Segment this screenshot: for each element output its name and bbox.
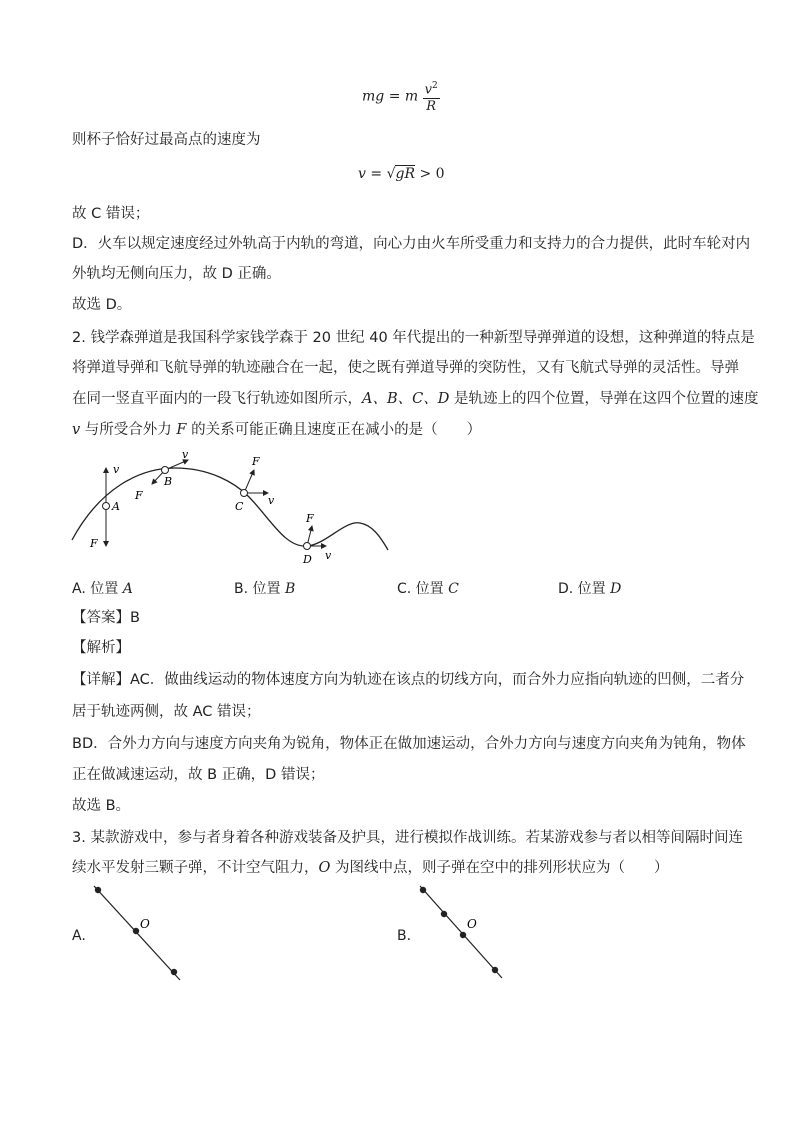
c-label-v: v [268, 494, 275, 507]
point-b [134, 448, 189, 502]
q2-line1: 2. 钱学森弹道是我国科学家钱学森于 20 世纪 40 年代提出的一种新型导弹弹道的设想，这种弹道的特点是 [72, 330, 755, 346]
q2-l3a: 在同一竖直平面内的一段飞行轨迹如图所示， [72, 391, 362, 407]
fraction-numerator [423, 78, 440, 99]
detail-line1: 【详解】AC．做曲线运动的物体速度方向为轨迹在该点的切线方向，而合外力应指向轨迹的凹侧，二者分 [72, 672, 745, 688]
q3-line1: 3. 某款游戏中，参与者身着各种游戏装备及护具，进行模拟作战训练。若某游戏参与者以相等间隔时间连 [72, 830, 743, 846]
text-c-wrong: 故 C 错误； [72, 206, 150, 222]
d-label-v: v [325, 549, 332, 562]
text-d-line2: 外轨均无侧向压力，故 D 正确。 [72, 266, 281, 282]
answer-tag: 【答案】B [72, 610, 140, 626]
analysis-tag: 【解析】 [72, 640, 130, 656]
b-label-f: F [135, 489, 143, 502]
label-d: D [303, 553, 312, 566]
text-choose-d: 故选 D。 [72, 297, 132, 313]
detail-line3: BD．合外力方向与速度方向夹角为锐角，物体正在做加速运动，合外力方向与速度方向夹角为钝角，物体 [72, 736, 746, 752]
q3a-label-o: O [140, 917, 150, 931]
formula-eq: = [388, 88, 401, 105]
q3a-bullet-1 [95, 887, 101, 893]
q2-option-c-label: C. 位置 [397, 581, 449, 597]
q2-line2: 将弹道导弹和飞航导弹的轨迹融合在一起，使之既有弹道导弹的突防性，又有飞航式导弹的灵活性。导弹 [72, 360, 739, 376]
point-a [89, 463, 120, 550]
fraction-denominator: R [426, 99, 437, 115]
q2-l4c: F [176, 422, 187, 438]
q3-line2 [72, 858, 724, 878]
sqrt-body: gR [395, 166, 415, 182]
q2-option-a-pos: A [122, 581, 133, 597]
q3a-bullet-2 [133, 928, 139, 934]
label-b: B [164, 475, 173, 488]
q3-option-b-figure [414, 882, 514, 982]
num-v: v [424, 82, 432, 98]
detail-line2: 居于轨迹两侧，故 AC 错误； [72, 704, 261, 720]
q2-line4 [72, 420, 724, 440]
detail-line4: 正在做减速运动，故 B 正确，D 错误； [72, 767, 325, 783]
q2-option-b-label: B. 位置 [234, 581, 285, 597]
text-cup-speed: 则杯子恰好过最高点的速度为 [72, 132, 261, 148]
q3-l2b: O [318, 860, 331, 876]
formula-m: m [404, 88, 419, 105]
q3b-line [420, 886, 502, 978]
label-a: A [112, 500, 120, 513]
q3b-label-o: O [467, 917, 477, 931]
q2-l4d: 的关系可能正确且速度正在减小的是（ ） [186, 422, 482, 438]
q2-option-d-label: D. 位置 [558, 581, 611, 597]
q2-option-b-pos: B [284, 581, 296, 597]
q3b-bullet-2 [441, 911, 447, 917]
q3-option-b-label[interactable]: B. [397, 928, 412, 944]
a-label-v: v [113, 463, 120, 476]
label-c: C [235, 500, 244, 513]
formula-fraction [423, 78, 440, 115]
text-d-line1: D．火车以规定速度经过外轨高于内轨的弯道，向心力由火车所受重力和支持力的合力提供，此时车轮对内 [72, 236, 751, 252]
a-dot [103, 503, 110, 510]
formula-speed [358, 166, 445, 182]
q2-option-c[interactable] [397, 578, 459, 598]
formula-centripetal [362, 78, 440, 115]
a-label-f: F [90, 537, 98, 550]
q2-l4b: 与所受合外力 [80, 422, 177, 438]
q3-l2a: 续水平发射三颗子弹，不计空气阻力， [72, 860, 319, 876]
q3b-bullet-4 [492, 967, 498, 973]
sqrt-sign: √ [386, 166, 396, 182]
q2-l3c: 是轨迹上的四个位置，导弹在这四个位置的速度 [449, 391, 759, 407]
c-dot [241, 490, 248, 497]
q2-option-b[interactable] [234, 578, 295, 598]
formula-lhs: mg [362, 88, 385, 105]
trajectory-figure [60, 448, 400, 573]
q2-option-d-pos: D [610, 581, 622, 597]
q2-option-c-pos: C [448, 581, 459, 597]
b-label-v: v [182, 448, 189, 461]
d-label-f: F [306, 512, 314, 525]
formula2-eq: = [370, 166, 383, 182]
q3a-bullet-3 [171, 969, 177, 975]
q2-line3 [72, 389, 759, 409]
q3-option-a-figure [88, 882, 188, 982]
num-sup: 2 [431, 81, 438, 91]
text-choose-b: 故选 B。 [72, 798, 131, 814]
formula2-v: v [358, 166, 366, 182]
c-label-f: F [252, 455, 260, 468]
q3-l2c: 为图线中点，则子弹在空中的排列形状应为（ ） [330, 860, 669, 876]
q2-option-a-label: A. 位置 [72, 581, 123, 597]
q2-l3b: A、B、C、D [362, 391, 450, 407]
b-dot [162, 467, 169, 474]
formula2-rest: > 0 [419, 166, 445, 182]
q3b-bullet-3 [460, 932, 466, 938]
q2-option-d[interactable] [558, 578, 621, 598]
q3b-bullet-1 [420, 887, 426, 893]
d-dot [304, 543, 311, 550]
q3-option-a-label[interactable]: A. [72, 928, 86, 944]
q2-option-a[interactable] [72, 578, 133, 598]
q2-l4a: v [72, 422, 81, 438]
point-d [302, 512, 332, 566]
